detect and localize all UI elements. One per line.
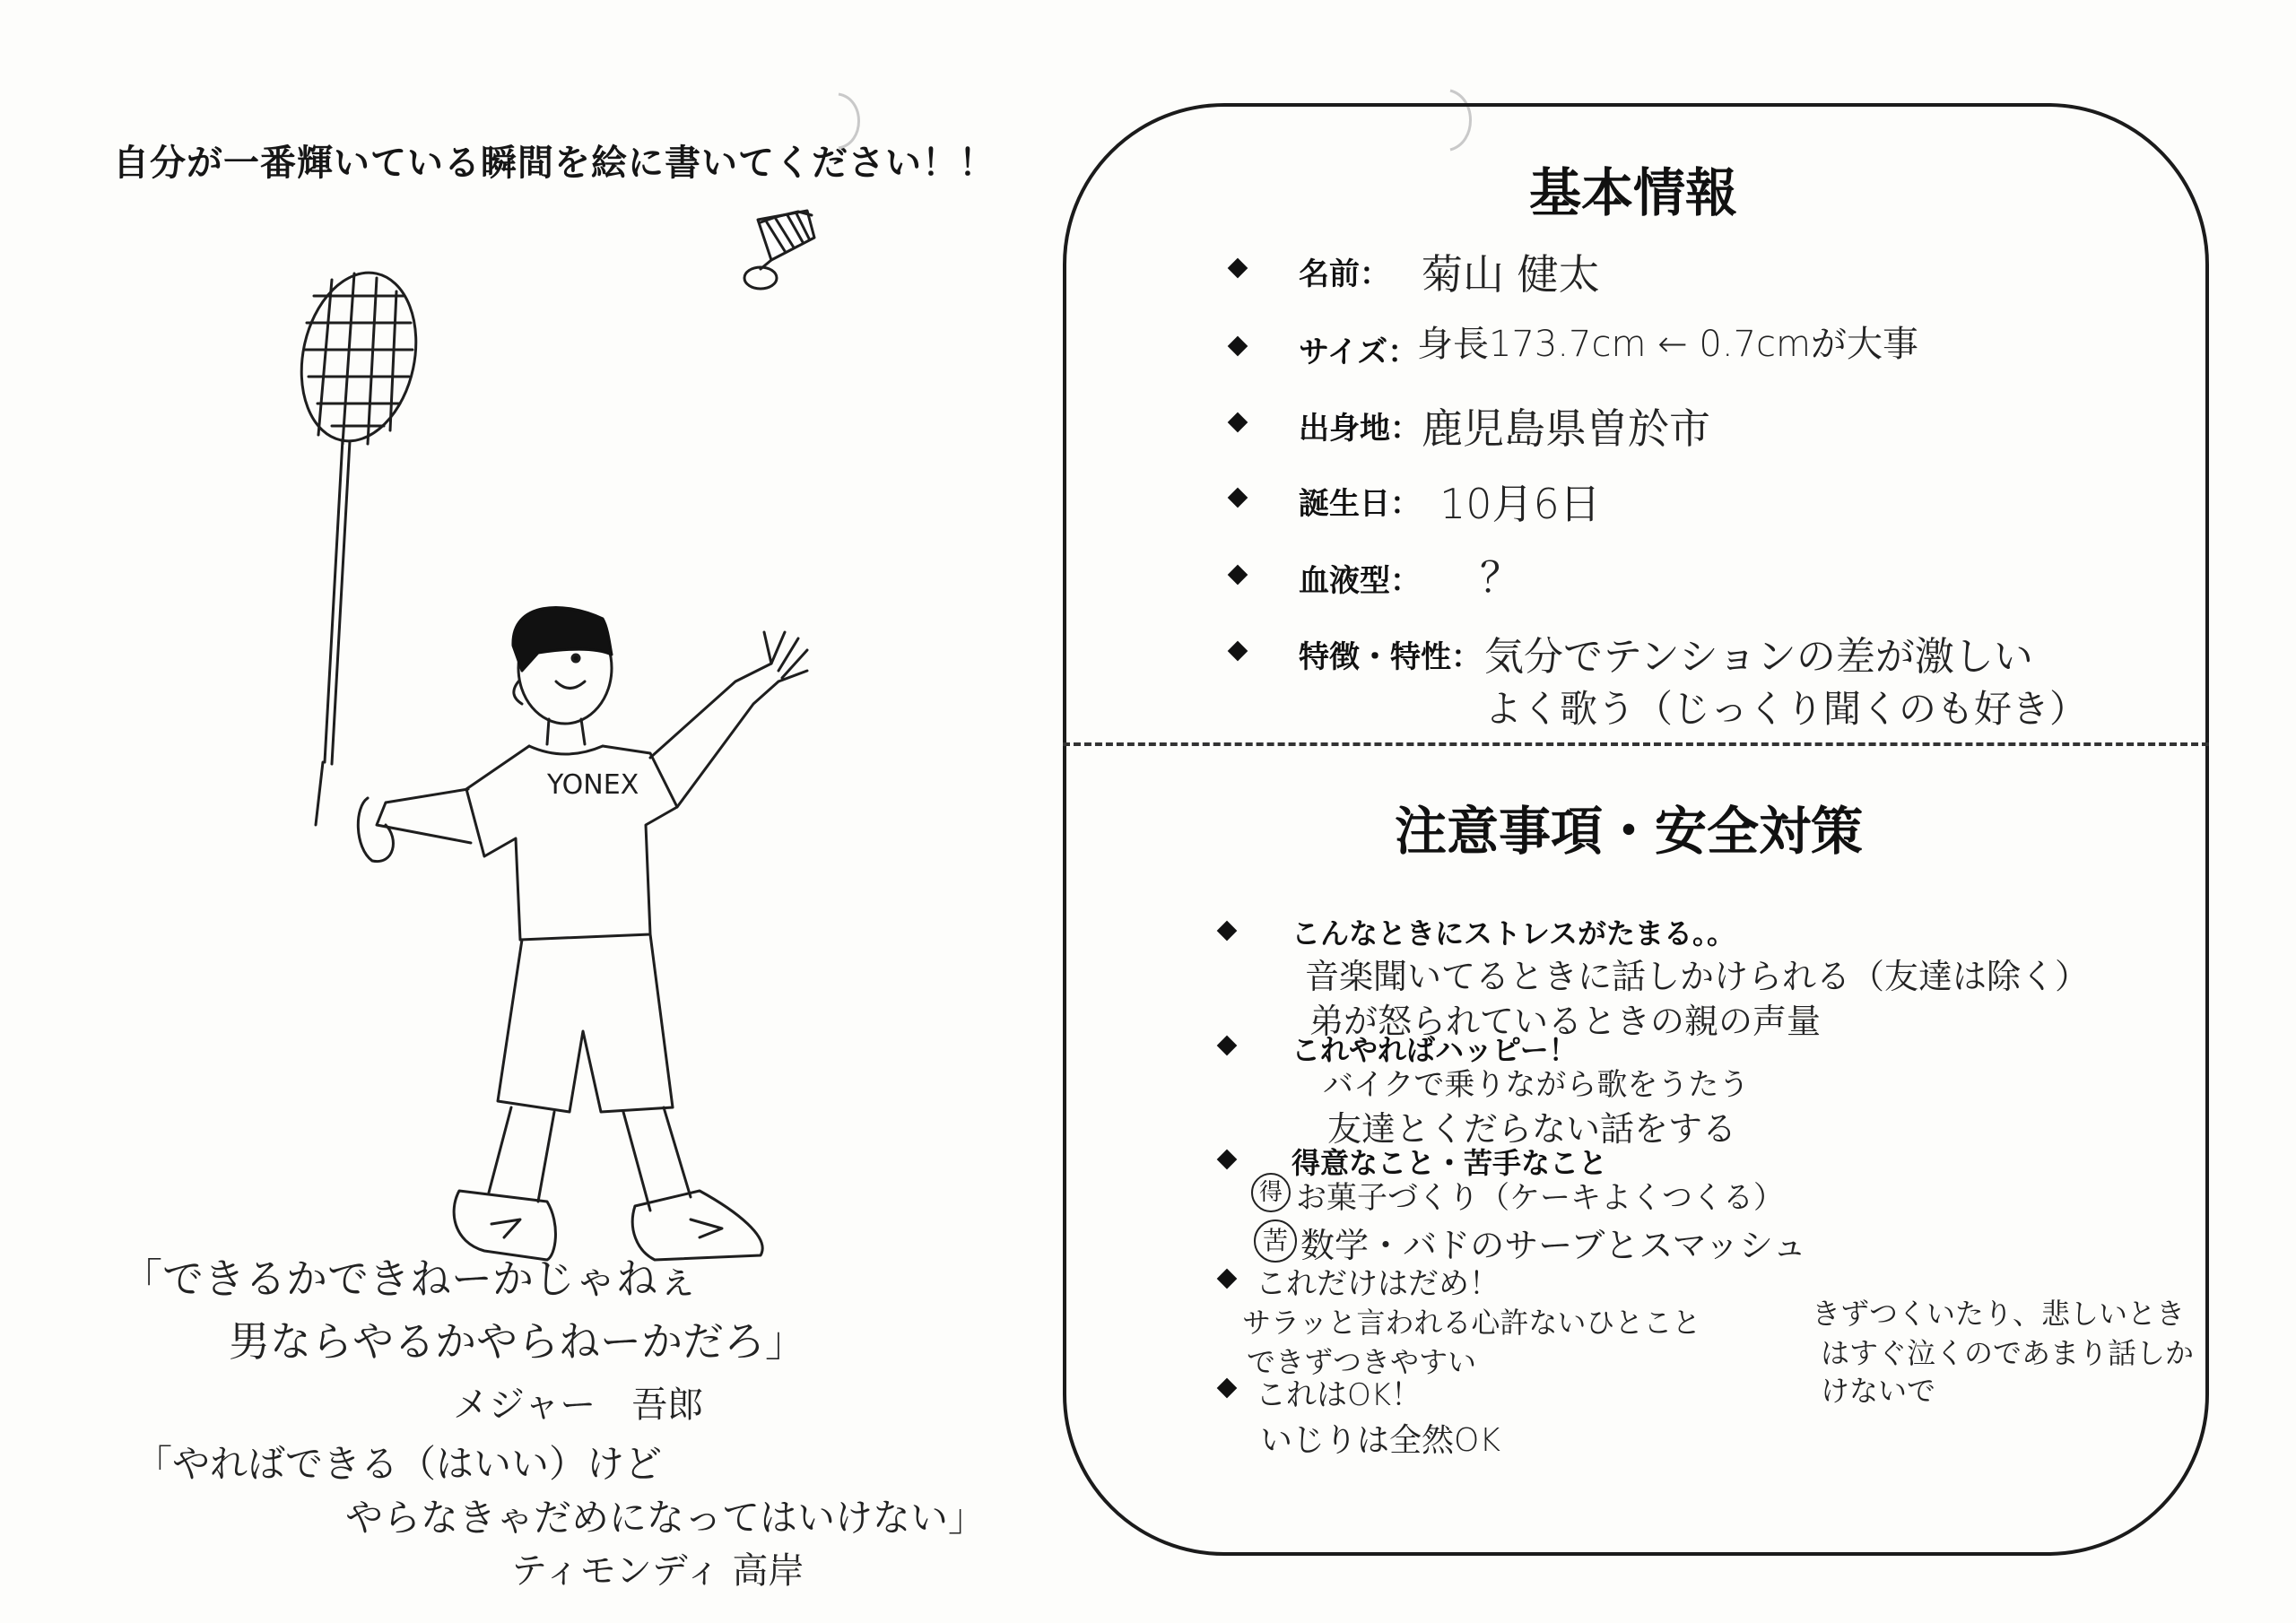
bad-mark-text: 苦: [1262, 1226, 1288, 1255]
blood-type-value: ？: [1480, 553, 1521, 602]
shuttlecock-icon: [744, 211, 814, 289]
blood-type-label: 血液型：: [1299, 563, 1421, 599]
hometown-label: 出身地：: [1299, 411, 1421, 447]
happy-line-1: バイクで乗りながら歌をうたう: [1323, 1067, 1750, 1103]
quote-line-1: 「できるかできねーかじゃねぇ: [121, 1254, 699, 1303]
side-note-line-3: けないで: [1821, 1374, 1936, 1408]
good-mark: [1251, 1173, 1291, 1212]
good-skill: お菓子づくり（ケーキよくつくる）: [1296, 1180, 1784, 1216]
size-value: 身長173.7cm ← 0.7cmが大事: [1417, 324, 1918, 365]
traits-label: 特徴・特性：: [1299, 639, 1482, 675]
card-divider: [1063, 742, 2209, 746]
ng-line-2: できずつきやすい: [1247, 1345, 1477, 1379]
quote-line-3: 「やればできる（はいい）けど: [135, 1442, 663, 1486]
side-note-line-1: きずつくいたり、悲しいとき: [1812, 1297, 2186, 1331]
traits-value-2: よく歌う（じっくり聞くのも好き）: [1484, 687, 2088, 731]
safety-title: 注意事項・安全対策: [1395, 801, 1864, 862]
racket-icon: [287, 262, 431, 825]
quote-attribution-1: メジャー 吾郎: [453, 1384, 704, 1426]
bad-skill: 数学・バドのサーブとスマッシュ: [1300, 1226, 1807, 1265]
side-note-line-2: はすぐ泣くのであまり話しか: [1821, 1336, 2195, 1370]
page-prompt: 自分が一番輝いている瞬間を絵に書いてください！！: [113, 143, 996, 184]
basic-info-title: 基本情報: [1529, 162, 1738, 223]
hometown-value: 鹿児島県曽於市: [1422, 404, 1710, 453]
ok-heading: これはOK！: [1256, 1377, 1422, 1413]
stress-heading: こんなときにストレスがたまる。。: [1292, 916, 1736, 950]
birthday-value: 10月6日: [1439, 480, 1601, 528]
ok-line-1: いじりは全然OK: [1260, 1422, 1500, 1459]
happy-heading: これやればハッピー！: [1292, 1033, 1578, 1067]
skills-heading: 得意なこと・苦手なこと: [1292, 1146, 1608, 1180]
quote-line-4: やらなきゃだめになってはいけない」: [345, 1496, 987, 1540]
ng-heading: これだけはだめ！: [1256, 1266, 1500, 1302]
traits-value-1: 気分でテンションの差が激しい: [1484, 634, 2033, 680]
name-value: 菊山 健太: [1422, 250, 1600, 299]
birthday-label: 誕生日：: [1299, 486, 1421, 522]
good-mark-text: 得: [1258, 1179, 1283, 1206]
name-label: 名前：: [1299, 256, 1390, 292]
quote-line-2: 男ならやるかやらねーかだろ」: [229, 1317, 806, 1366]
size-label: サイズ：: [1299, 334, 1419, 370]
shirt-logo: YONEX: [547, 769, 639, 801]
quote-attribution-2: ティモンディ 高岸: [511, 1550, 804, 1592]
punch-hole-mark-left: [830, 90, 874, 152]
stress-line-1: 音楽聞いてるときに話しかけられる（友達は除く）: [1305, 957, 2090, 996]
bad-mark: [1254, 1219, 1297, 1263]
badminton-player-drawing: [269, 179, 897, 1273]
stress-line-2: 弟が怒られているときの親の声量: [1309, 1002, 1822, 1041]
happy-line-2: 友達とくだらない話をする: [1327, 1109, 1737, 1149]
ng-line-1: サラッと言われる心許ないひとこと: [1242, 1306, 1701, 1340]
